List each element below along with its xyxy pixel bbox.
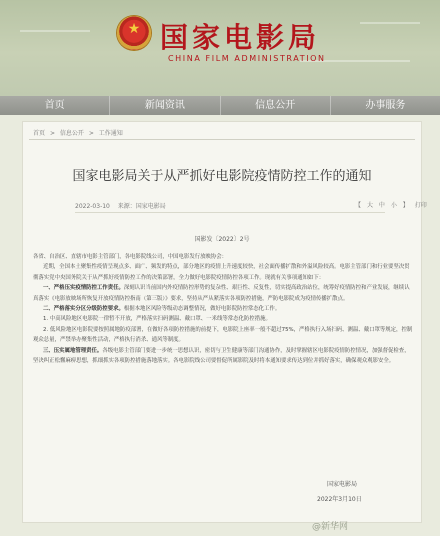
section-3-heading: 三、压实属地管理责任。 (43, 347, 103, 354)
site-title[interactable]: 国家电影局 (160, 21, 321, 54)
breadcrumb-home[interactable]: 首页 (33, 130, 46, 137)
bracket-open: 【 (355, 202, 362, 209)
nav-item-services[interactable]: 办事服务 (365, 100, 406, 111)
header-banner (0, 0, 440, 96)
breadcrumb-info[interactable]: 信息公开 (59, 130, 84, 137)
addressee: 各省、自治区、直辖市电影主管部门，各电影院线公司，中国电影发行放映协会： (33, 254, 228, 260)
section-2-item-2: 2. 低风险地区电影院要按照属地防疫部署，在做好各项防控措施的前提下，电影院上座率一般不超过75%，严格执行入场扫码、测温、戴口罩等规定，控制观众总量，严禁举办聚集性活动，严格执行消杀、通风等制度。 (33, 326, 413, 344)
signature-date: 2022年3月10日 (317, 496, 362, 503)
publish-date: 2022-03-10 (75, 203, 110, 210)
nav-item-news[interactable]: 新闻资讯 (110, 96, 220, 115)
article-source: 来源：国家电影局 (117, 203, 166, 210)
section-2-heading: 二、严格落实分区分级防控要求。 (43, 306, 124, 313)
site-subtitle: CHINA FILM ADMINISTRATION (168, 54, 326, 63)
article-title: 国家电影局关于从严抓好电影院疫情防控工作的通知 (72, 169, 372, 184)
signature-organization: 国家电影局 (327, 481, 358, 488)
font-size-tools (355, 200, 431, 209)
section-2-body: 根据本地区风险等级动态调整情况，做好电影院防控常态化工作。 (123, 306, 281, 313)
section-1 (33, 283, 413, 304)
breadcrumb-separator: > (49, 130, 55, 137)
breadcrumb-current[interactable]: 工作通知 (98, 130, 123, 137)
decorative-streak (20, 30, 90, 32)
nav-item-home[interactable]: 首页 (0, 96, 110, 115)
section-1-body: 深刻认识当前国内外疫情防控形势的复杂性、艰巨性、反复性，切实提高政治站位，统筹好疫情防控和产业发展，继续认真落实《电影放映场所恢复开放疫情防控指南（第三版）》要求，坚持从严从紧落实各项防控措施，严防电影院成为疫情传播扩散点。 (33, 285, 410, 302)
section-2-item-1: 1. 中高风险地区电影院一律暂不开放，严格落实扫码测温、戴口罩、一米线等常态化防控措施。 (43, 316, 271, 323)
section-2 (33, 304, 413, 314)
breadcrumb-separator: > (88, 130, 94, 137)
divider (29, 139, 415, 140)
nav-item-info[interactable]: 信息公开 (221, 96, 331, 115)
section-3-body: 各级电影主管部门要进一步统一思想认识，密切与卫生健康等部门沟通协作，及时掌握辖区电影院疫情防控情况，加强督促检查，坚决纠正松懈麻痹思想，抓细抓实各项防控措施落地落实。各电影院线公司要督促所属影院及时将本通知要求传达到位并抓好落实，确保观众观影安全。 (33, 347, 410, 365)
article-body (33, 252, 413, 366)
document-number: 国影发〔2022〕2号 (194, 236, 250, 243)
font-medium-button[interactable]: 中 (378, 202, 385, 209)
paragraph-intro: 近期，全国本土聚集性疫情呈现点多、面广、频发的特点，部分地区的疫情上升速度较快，社会面传播扩散和外溢风险较高。电影主管部门和行业要坚决贯彻落实党中央国务院关于从严抓好疫情防控工作的决策部署，全力做好电影院疫情防控各项工作。现就有关事项通知如下： (33, 264, 410, 281)
article-meta (75, 201, 172, 210)
section-1-heading: 一、严格压实疫情防控工作责任。 (43, 285, 124, 292)
font-small-button[interactable]: 小 (390, 202, 397, 209)
national-emblem-icon: ★ (117, 16, 151, 50)
section-3 (33, 346, 413, 367)
divider (75, 212, 385, 213)
breadcrumb (33, 128, 126, 137)
article-card (22, 121, 427, 523)
main-nav (0, 96, 440, 115)
font-large-button[interactable]: 大 (366, 202, 373, 209)
print-button[interactable]: 打印 (414, 202, 427, 209)
decorative-streak (360, 22, 420, 24)
source-watermark: @新华网 (312, 522, 349, 532)
bracket-close: 】 (402, 202, 409, 209)
